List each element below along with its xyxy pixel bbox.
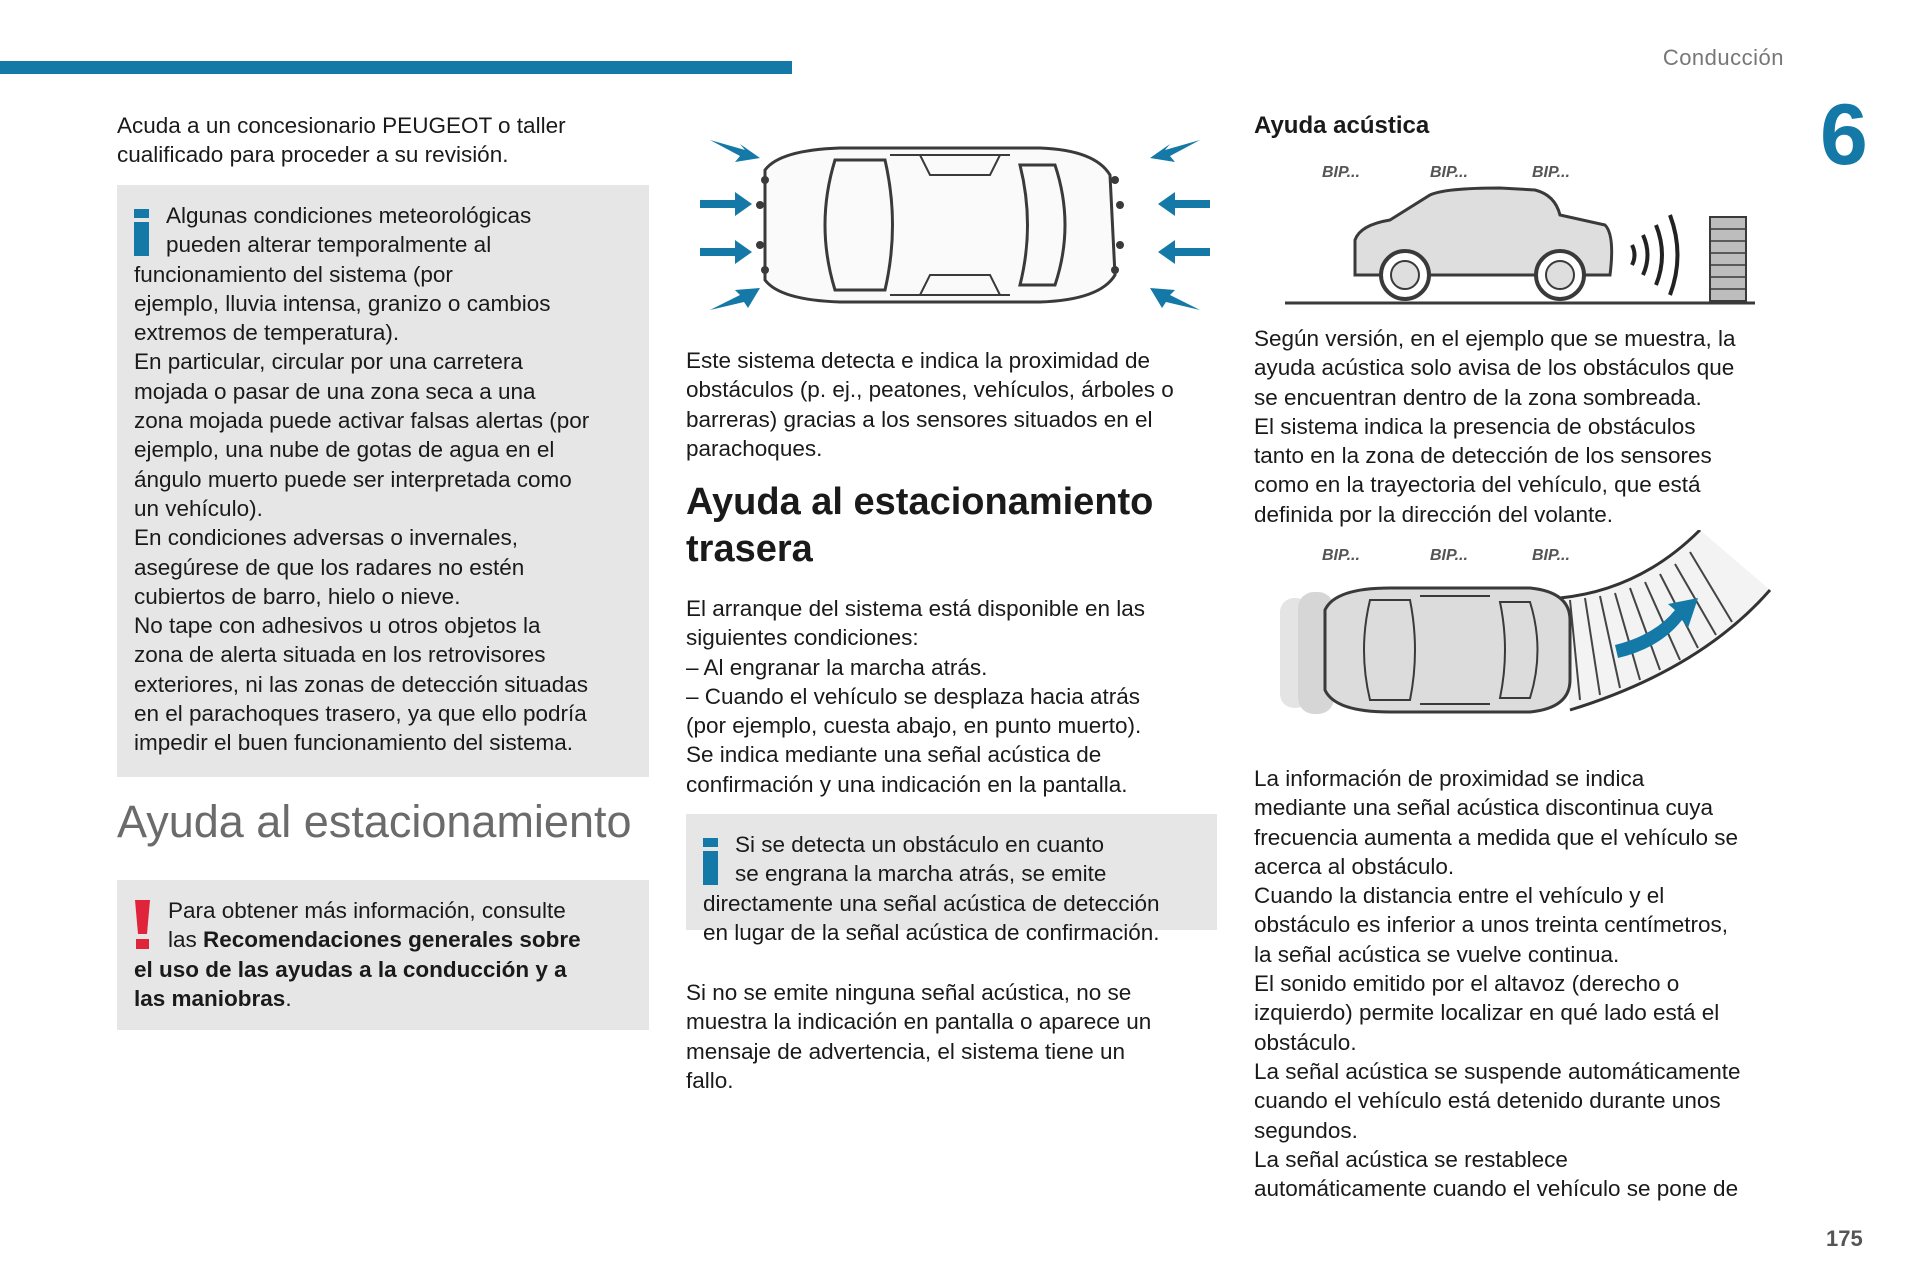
bip-label-1: BIP... <box>1322 547 1360 564</box>
reverse-info-note <box>686 814 1217 945</box>
section-title: Conducción <box>1662 45 1784 70</box>
weather-info-note <box>117 185 649 777</box>
heading-parking-aid: Ayuda al estacionamiento <box>117 796 632 847</box>
reverse-info-text: Si se detecta un obstáculo en cuanto se engrana la marcha atrás, se emite directamente una señal acústica de detección en lugar de la señal acústica de confirmación. <box>703 832 1160 945</box>
col1-intro: Acuda a un concesionario PEUGEOT o taller cualificado para proceder a su revisión. <box>117 113 566 168</box>
col2-fault: Si no se emite ninguna señal acústica, no se muestra la indicación en pantalla o aparece un mensaje de advertencia, el sistema tiene un fallo. <box>686 980 1152 1093</box>
chapter-number: 6 <box>1820 87 1868 183</box>
side-view-car-wall-illustration <box>1270 155 1760 310</box>
car-top-view-sensors-illustration <box>690 120 1220 330</box>
warning-text: Para obtener más información, consulte las Recomendaciones generales sobre el uso de las ayudas a la conducción y a las maniobras. <box>134 898 581 1011</box>
reverse-trajectory-illustration <box>1270 530 1780 730</box>
bip-label-2: BIP... <box>1430 164 1468 181</box>
header-accent-bar <box>0 61 792 74</box>
bip-label-1: BIP... <box>1322 164 1360 181</box>
info-icon <box>703 838 718 882</box>
warning-icon <box>134 900 152 950</box>
warning-note <box>117 880 649 1030</box>
weather-info-text: Algunas condiciones meteorológicas pueden alterar temporalmente al funcionamiento del sistema (por ejemplo, lluvia intensa, granizo o cambios extremos de temperatura). En particular, circular por una carretera mojada o pasar de una zona seca a una zona mojada puede activar falsas alertas (por ejemplo, una nube de gotas de agua en el ángulo muerto puede ser interpretada como un vehículo). En condiciones adversas o invernales, asegúrese de que los radares no estén cubiertos de barro, hielo o nieve. No tape con adhesivos u otros objetos la zona de alerta situada en los retrovisores exteriores, ni las zonas de detección situadas en el parachoques trasero, ya que ello podría impedir el buen funcionamiento del sistema. <box>134 203 590 756</box>
info-icon <box>134 209 149 253</box>
col2-intro: Este sistema detecta e indica la proximidad de obstáculos (p. ej., peatones, vehículos, árboles o barreras) gracias a los sensores situados en el parachoques. <box>686 348 1174 461</box>
bip-label-3: BIP... <box>1532 164 1570 181</box>
heading-acoustic-aid: Ayuda acústica <box>1254 112 1430 139</box>
col2-conditions: El arranque del sistema está disponible en las siguientes condiciones: – Al engranar la marcha atrás. – Cuando el vehículo se desplaza hacia atrás (por ejemplo, cuesta abajo, en punto muerto). Se indica mediante una señal acústica de confirmación y una indicación en la pantalla. <box>686 596 1146 797</box>
heading-rear-parking-aid: Ayuda al estacionamiento trasera <box>686 481 1154 570</box>
col3-para1: Según versión, en el ejemplo que se muestra, la ayuda acústica solo avisa de los obstáculos que se encuentran dentro de la zona sombreada. El sistema indica la presencia de obstáculos tanto en la zona de detección de los sensores como en la trayectoria del vehículo, que está definida por la dirección del volante. <box>1254 326 1736 527</box>
col3-para2: La información de proximidad se indica mediante una señal acústica discontinua cuya frecuencia aumenta a medida que el vehículo se acerca al obstáculo. Cuando la distancia entre el vehículo y el obstáculo es inferior a unos treinta centímetros, la señal acústica se vuelve continua. El sonido emitido por el altavoz (derecho o izquierdo) permite localizar en qué lado está el obstáculo. La señal acústica se suspende automáticamente cuando el vehículo está detenido durante unos segundos. La señal acústica se restablece automáticamente cuando el vehículo se pone de <box>1254 766 1741 1202</box>
bip-label-2: BIP... <box>1430 547 1468 564</box>
bip-label-3: BIP... <box>1532 547 1570 564</box>
page-number: 175 <box>1826 1226 1863 1251</box>
